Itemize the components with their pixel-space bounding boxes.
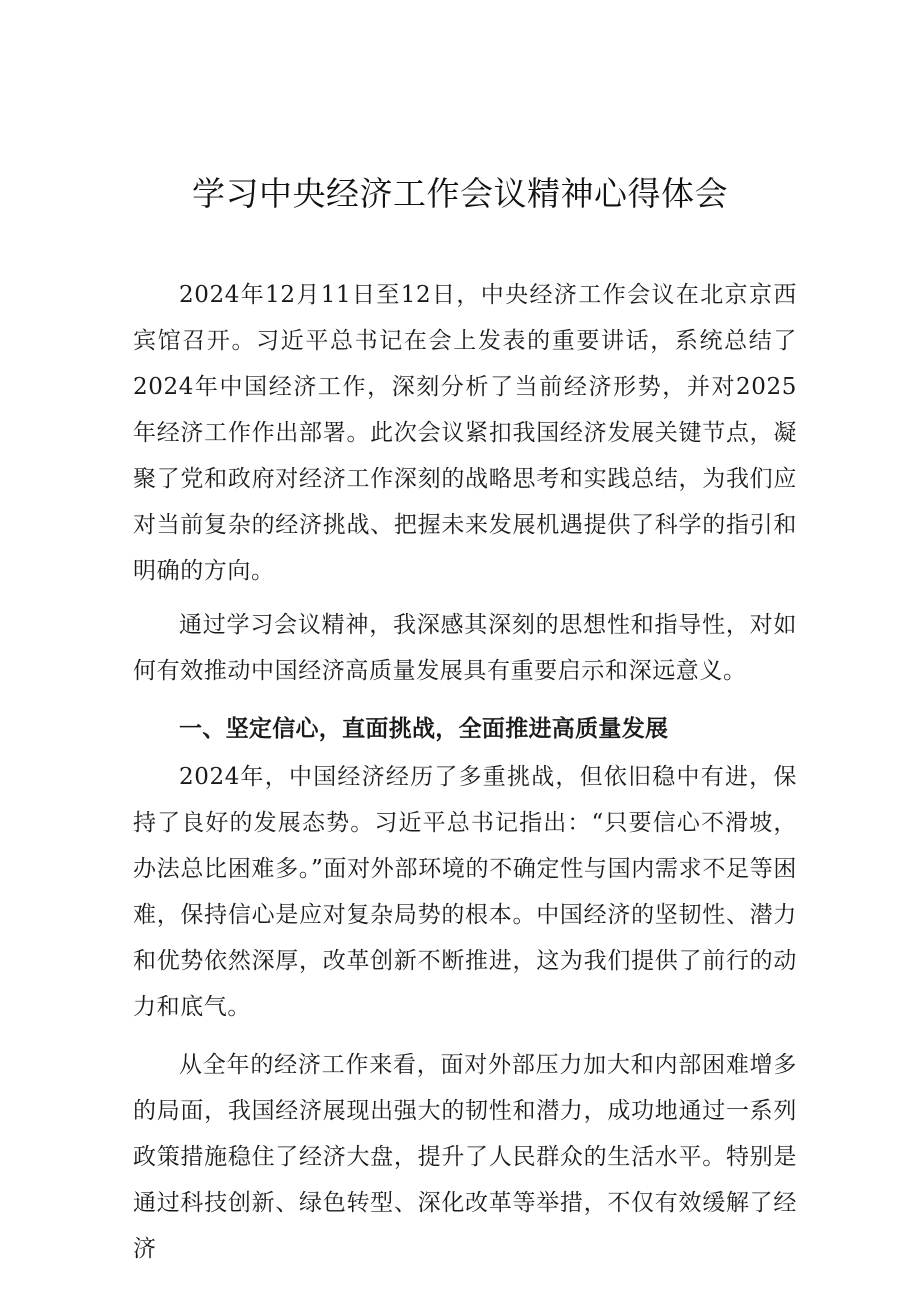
section1-paragraph-1: 2024年，中国经济经历了多重挑战，但依旧稳中有进，保持了良好的发展态势。习近平总书记指出：“只要信心不滑坡，办法总比困难多。”面对外部环境的不确定性与国内需求不足等困难，保持信心是应对复杂局势的根本。中国经济的坚韧性、潜力和优势依然深厚，改革创新不断推进，这为我们提供了前行的动力和底气。 bbox=[133, 764, 797, 1020]
section1-paragraph-2: 从全年的经济工作来看，面对外部压力加大和内部困难增多的局面，我国经济展现出强大的韧性和潜力，成功地通过一系列政策措施稳住了经济大盘，提升了人民群众的生活水平。特别是通过科技创新、绿色转型、深化改革等举措，不仅有效缓解了经济 bbox=[133, 1052, 797, 1262]
document-title: 学习中央经济工作会议精神心得体会 bbox=[192, 174, 728, 213]
section-heading-1: 一、坚定信心，直面挑战，全面推进高质量发展 bbox=[179, 716, 669, 742]
document-body bbox=[133, 272, 797, 1280]
paragraph-reflection: 通过学习会议精神，我深感其深刻的思想性和指导性，对如何有效推动中国经济高质量发展具有重要启示和深远意义。 bbox=[133, 612, 797, 684]
paragraph-intro: 2024年12月11日至12日，中央经济工作会议在北京京西宾馆召开。习近平总书记在会上发表的重要讲话，系统总结了2024年中国经济工作，深刻分析了当前经济形势，并对2025年经济工作作出部署。此次会议紧扣我国经济发展关键节点，凝聚了党和政府对经济工作深刻的战略思考和实践总结，为我们应对当前复杂的经济挑战、把握未来发展机遇提供了科学的指引和明确的方向。 bbox=[133, 282, 797, 584]
